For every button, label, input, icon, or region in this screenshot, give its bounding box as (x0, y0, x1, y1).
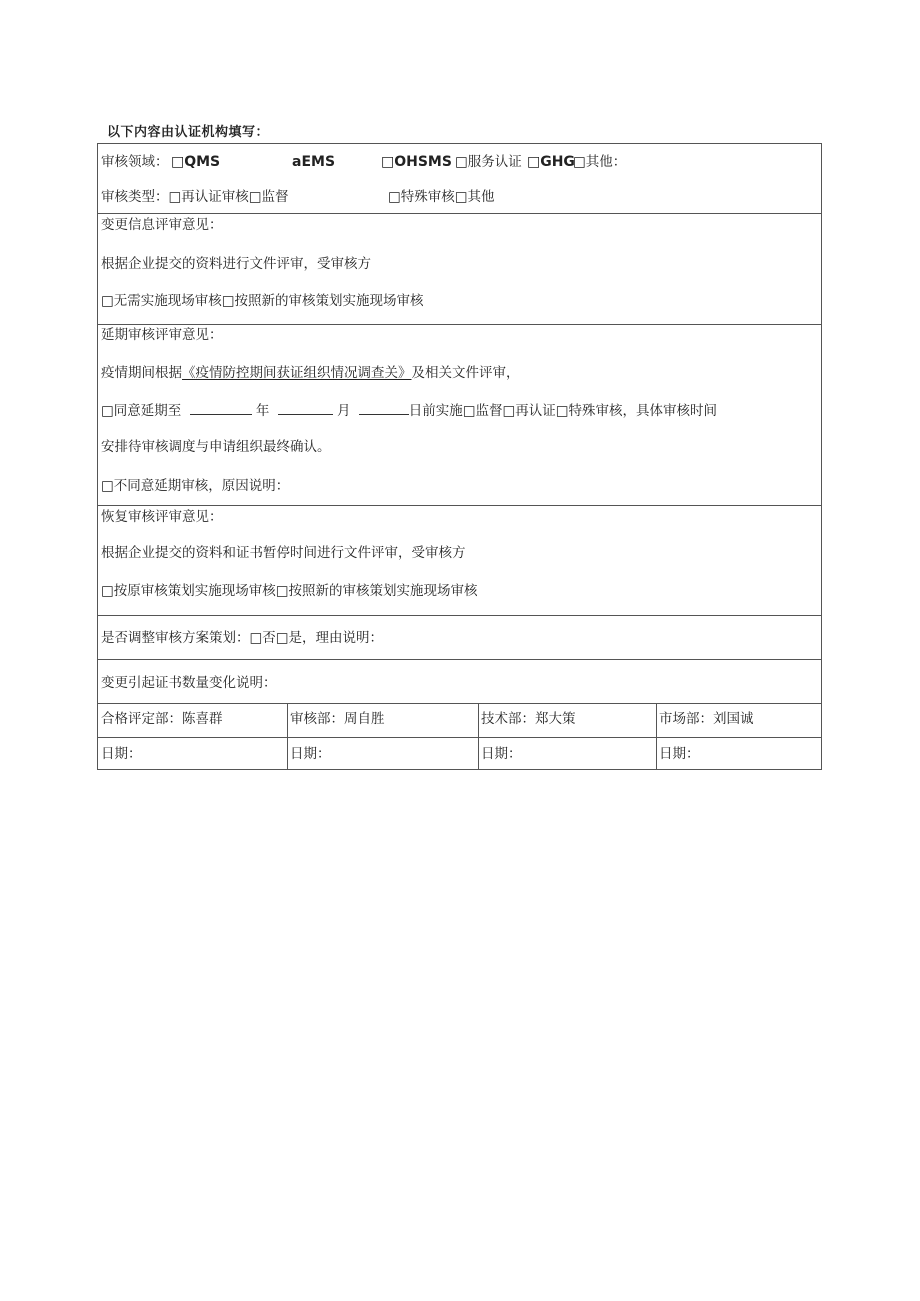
qms-checkbox[interactable]: □QMS (171, 154, 221, 170)
certification-review-form (97, 143, 822, 770)
month-input[interactable] (278, 402, 333, 415)
other-domain-checkbox[interactable]: □其他： (573, 154, 627, 170)
delay-basis-pre: 疫情期间根据 (101, 365, 182, 381)
delay-arrangement-text: 安排待审核调度与申请组织最终确认。 (101, 439, 331, 455)
cert-change-row: 变更引起证书数量变化说明： (101, 675, 277, 691)
column-divider (478, 703, 479, 769)
survey-document-link[interactable]: 《疫情防控期间获证组织情况调查关》 (182, 365, 412, 381)
audit-dept-signature: 审核部：周自胜 (290, 711, 385, 727)
column-divider (287, 703, 288, 769)
column-divider (656, 703, 657, 769)
form-heading: 以下内容由认证机构填写： (107, 125, 270, 140)
delay-disagree-checkbox[interactable]: □不同意延期审核，原因说明： (101, 478, 290, 494)
divider (98, 615, 821, 616)
delay-agree-checkbox[interactable]: □同意延期至 (101, 403, 182, 419)
tech-dept-signature: 技术部：郑大策 (481, 711, 576, 727)
adjust-plan-row[interactable]: 是否调整审核方案策划：□否□是，理由说明： (101, 630, 384, 646)
delay-agree-line (101, 402, 717, 419)
year-input[interactable] (190, 402, 252, 415)
divider (98, 659, 821, 660)
ems-checkbox[interactable]: aEMS (292, 154, 336, 170)
audit-type-options-2[interactable]: □特殊审核□其他 (388, 189, 495, 205)
delay-review-title: 延期审核评审意见： (101, 327, 223, 343)
month-label: 月 (336, 403, 351, 419)
ghg-checkbox[interactable]: □GHG (527, 154, 575, 170)
change-review-options[interactable]: □无需实施现场审核□按照新的审核策划实施现场审核 (101, 293, 424, 309)
divider (98, 737, 821, 738)
conformity-dept-signature: 合格评定部：陈喜群 (101, 711, 223, 727)
divider (98, 213, 821, 214)
divider (98, 505, 821, 506)
market-dept-signature: 市场部：刘国诚 (659, 711, 754, 727)
resume-review-options[interactable]: □按原审核策划实施现场审核□按照新的审核策划实施现场审核 (101, 583, 478, 599)
year-label: 年 (255, 403, 270, 419)
market-date-field[interactable]: 日期： (659, 746, 700, 762)
resume-review-title: 恢复审核评审意见： (101, 509, 223, 525)
conformity-date-field[interactable]: 日期： (101, 746, 142, 762)
delay-basis-post: 及相关文件评审， (411, 365, 520, 381)
audit-date-field[interactable]: 日期： (290, 746, 331, 762)
day-input[interactable] (359, 402, 409, 415)
delay-agree-rest[interactable]: 日前实施□监督□再认证□特殊审核，具体审核时间 (408, 403, 718, 419)
tech-date-field[interactable]: 日期： (481, 746, 522, 762)
change-review-title: 变更信息评审意见： (101, 217, 223, 233)
service-cert-checkbox[interactable]: □服务认证 (455, 154, 522, 170)
change-review-text: 根据企业提交的资料进行文件评审，受审核方 (101, 256, 371, 272)
divider (98, 324, 821, 325)
audit-type-options[interactable]: 审核类型：□再认证审核□监督 (101, 189, 289, 205)
resume-review-text: 根据企业提交的资料和证书暂停时间进行文件评审，受审核方 (101, 545, 466, 561)
delay-review-basis (101, 365, 520, 381)
divider (98, 703, 821, 704)
audit-domain-label: 审核领域： (101, 154, 169, 170)
ohsms-checkbox[interactable]: □OHSMS (381, 154, 452, 170)
